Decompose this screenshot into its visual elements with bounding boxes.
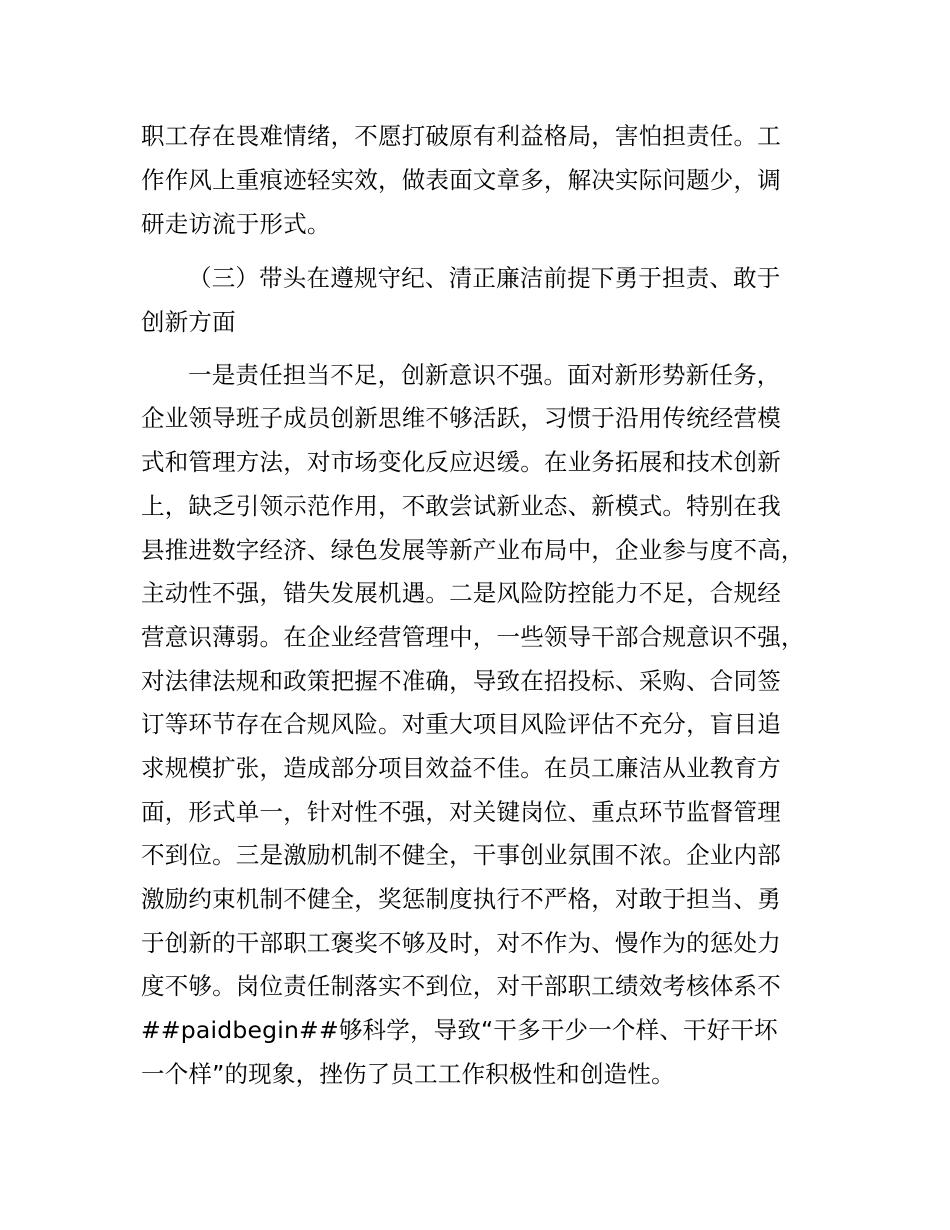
paragraph-line-11: 面，形式单一，针对性不强，对关键岗位、重点环节监督管理 [141, 798, 781, 826]
paragraph-line-16: ##paidbegin##够科学，导致“干多干少一个样、干好干坏 [141, 1016, 778, 1044]
paragraph-line-5: 县推进数字经济、绿色发展等新产业布局中，企业参与度不高， [141, 536, 805, 564]
paragraph-line-2: 企业领导班子成员创新思维不够活跃，习惯于沿用传统经营模 [141, 404, 781, 432]
body-text-line-3: 研走访流于形式。 [141, 210, 331, 238]
paragraph-line-6: 主动性不强，错失发展机遇。二是风险防控能力不足，合规经 [141, 579, 781, 607]
section-heading-line-1: （三）带头在遵规守纪、清正廉洁前提下勇于担责、敢于 [188, 264, 781, 292]
paragraph-line-10: 求规模扩张，造成部分项目效益不佳。在员工廉洁从业教育方 [141, 754, 781, 782]
body-text-line-1: 职工存在畏难情绪，不愿打破原有利益格局，害怕担责任。工 [141, 122, 781, 150]
paragraph-line-7: 营意识薄弱。在企业经营管理中，一些领导干部合规意识不强， [141, 623, 805, 651]
paragraph-line-15: 度不够。岗位责任制落实不到位，对干部职工绩效考核体系不 [141, 972, 781, 1000]
paragraph-line-14: 于创新的干部职工褒奖不够及时，对不作为、慢作为的惩处力 [141, 929, 781, 957]
paragraph-line-17: 一个样”的现象，挫伤了员工工作积极性和创造性。 [141, 1060, 675, 1088]
paragraph-line-4: 上，缺乏引领示范作用，不敢尝试新业态、新模式。特别在我 [141, 492, 781, 520]
body-text-line-2: 作作风上重痕迹轻实效，做表面文章多，解决实际问题少，调 [141, 166, 781, 194]
paragraph-line-12: 不到位。三是激励机制不健全，干事创业氛围不浓。企业内部 [141, 841, 781, 869]
paragraph-line-8: 对法律法规和政策把握不准确，导致在招投标、采购、合同签 [141, 667, 781, 695]
paragraph-line-3: 式和管理方法，对市场变化反应迟缓。在业务拓展和技术创新 [141, 448, 781, 476]
paragraph-line-9: 订等环节存在合规风险。对重大项目风险评估不充分，盲目追 [141, 710, 781, 738]
paragraph-line-1: 一是责任担当不足，创新意识不强。面对新形势新任务， [188, 361, 781, 389]
section-heading-line-2: 创新方面 [141, 308, 236, 336]
paragraph-line-13: 激励约束机制不健全，奖惩制度执行不严格，对敢于担当、勇 [141, 885, 781, 913]
